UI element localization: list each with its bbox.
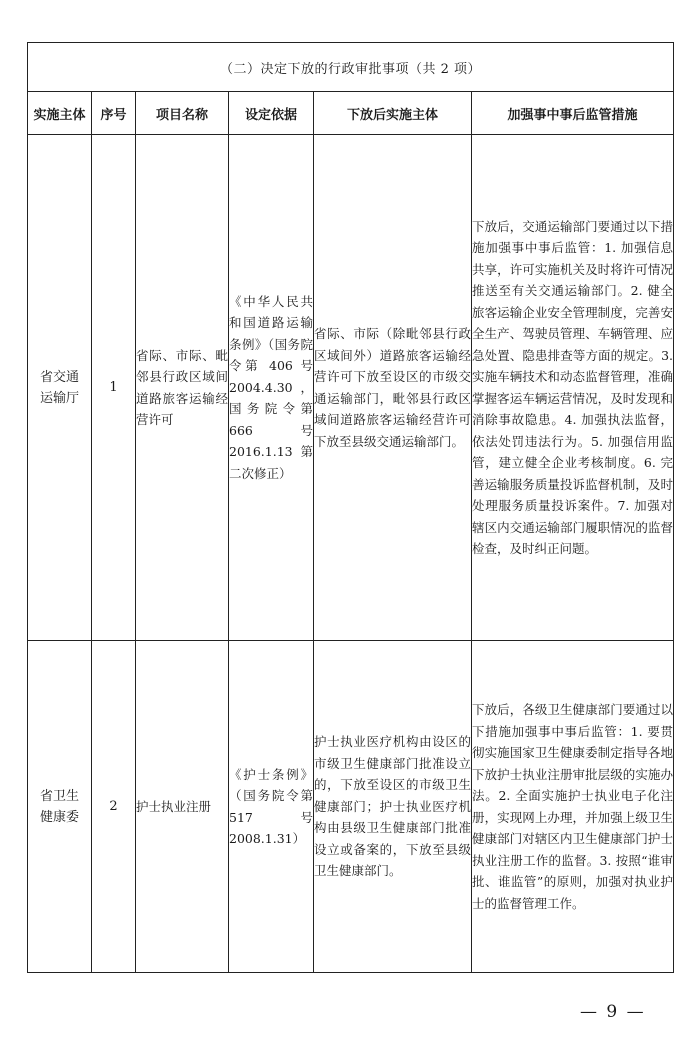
table-row [28, 135, 674, 641]
cell-number: 2 [92, 641, 136, 973]
cell-measures: 下放后，交通运输部门要通过以下措施加强事中事后监管：1. 加强信息共享，许可实施机关及时将许可情况推送至有关交通运输部门。2. 健全旅客运输企业安全管理制度，完善安全生产、驾驶员管理、车辆管理、应急处置、隐患排查等方面的规定。3. 实施车辆技术和动态监督管理，准确掌握客运车辆运营情况，及时发现和消除事故隐患。4. 加强执法监督，依法处罚违法行为。5. 加强信用监管，建立健全企业考核制度。6. 完善运输服务质量投诉监督机制，及时处理服务质量投诉案件。7. 加强对辖区内交通运输部门履职情况的监督检查，及时纠正问题。 [472, 135, 674, 641]
header-item-name: 项目名称 [136, 92, 229, 135]
header-basis: 设定依据 [229, 92, 314, 135]
header-subject: 实施主体 [28, 92, 92, 135]
section-title: （二）决定下放的行政审批事项（共 2 项） [28, 43, 674, 92]
cell-measures: 下放后，各级卫生健康部门要通过以下措施加强事中事后监管：1. 要贯彻实施国家卫生健康委制定指导各地下放护士执业注册审批层级的实施办法。2. 全面实施护士执业电子化注册，实现网上办理，并加强上级卫生健康部门对辖区内卫生健康部门护士执业注册工作的监督。3. 按照“谁审批、谁监管”的原则，加强对执业护士的监督管理工作。 [472, 641, 674, 973]
subject-line: 省卫生 [39, 788, 79, 804]
cell-number: 1 [92, 135, 136, 641]
cell-basis: 《护士条例》（国务院令第 517 号 2008.1.31） [229, 641, 314, 973]
approval-items-table [27, 42, 674, 973]
subject-line: 省交通 [39, 369, 79, 385]
header-row [28, 92, 674, 135]
cell-item-name: 护士执业注册 [136, 641, 229, 973]
cell-post-subject: 护士执业医疗机构由设区的市级卫生健康部门批准设立的，下放至设区的市级卫生健康部门；护士执业医疗机构由县级卫生健康部门批准设立或备案的，下放至县级卫生健康部门。 [314, 641, 472, 973]
cell-basis: 《中华人民共和国道路运输条例》（国务院令第 406 号 2004.4.30，国务院令第 666 号 2016.1.13 第二次修正） [229, 135, 314, 641]
header-number: 序号 [92, 92, 136, 135]
cell-post-subject: 省际、市际（除毗邻县行政区域间外）道路旅客运输经营许可下放至设区的市级交通运输部门，毗邻县行政区域间道路旅客运输经营许可下放至县级交通运输部门。 [314, 135, 472, 641]
header-post-subject: 下放后实施主体 [314, 92, 472, 135]
table-row [28, 641, 674, 973]
page-number: — 9 — [580, 1002, 646, 1022]
cell-subject [28, 135, 92, 641]
subject-line: 运输厅 [39, 390, 79, 406]
cell-subject [28, 641, 92, 973]
subject-line: 健康委 [39, 809, 79, 825]
cell-item-name: 省际、市际、毗邻县行政区域间道路旅客运输经营许可 [136, 135, 229, 641]
header-measures: 加强事中事后监管措施 [472, 92, 674, 135]
